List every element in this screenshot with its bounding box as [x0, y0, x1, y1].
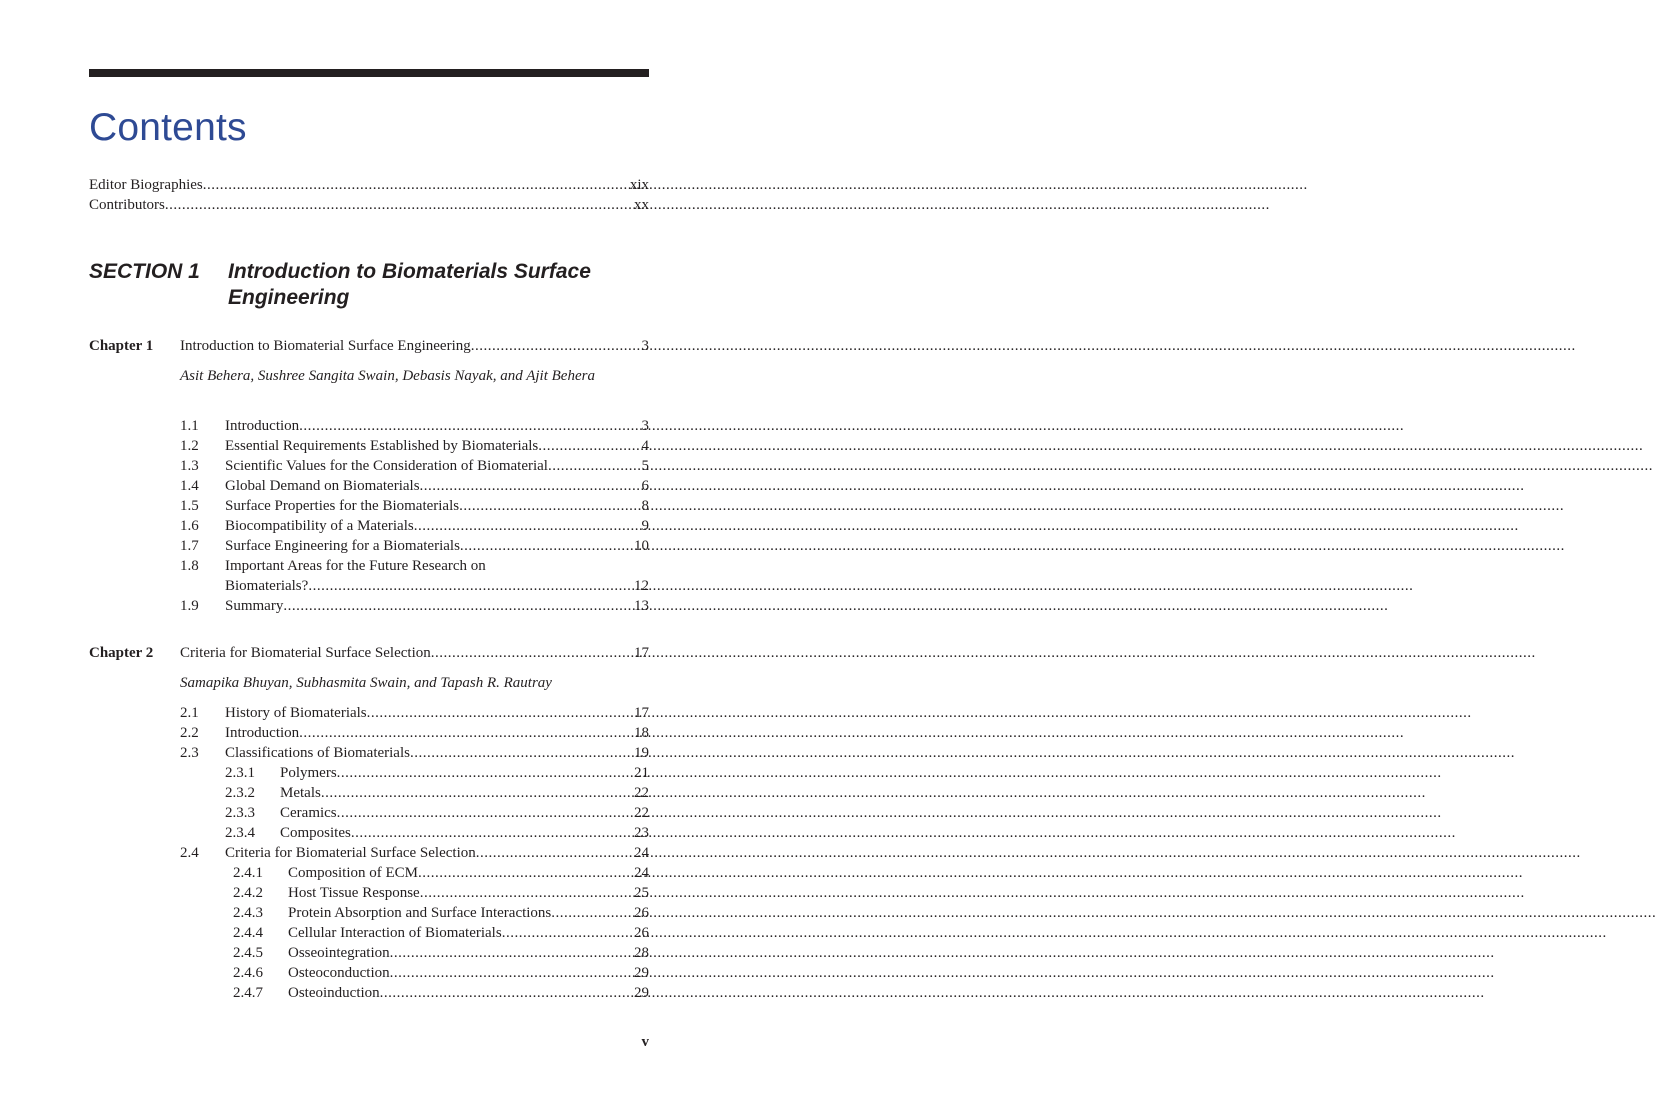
entry-number: 2.3: [180, 745, 199, 761]
toc-entry[interactable]: [180, 923, 649, 943]
entry-page: 26: [634, 925, 649, 941]
entry-title: Summary: [225, 598, 284, 614]
toc-entry[interactable]: [180, 703, 649, 723]
entry-page: 17: [634, 645, 649, 661]
dot-leader: [551, 903, 634, 923]
entry-title: Osseointegration: [288, 945, 390, 961]
entry-page: 24: [634, 865, 649, 881]
toc-entry-editor-biographies[interactable]: [89, 175, 649, 195]
toc-entry[interactable]: [180, 843, 649, 863]
chapter-label: Chapter 1: [89, 338, 154, 354]
entry-page: 12: [634, 578, 649, 594]
entry-title: Global Demand on Biomaterials: [225, 478, 420, 494]
entry-number: 2.4.7: [233, 985, 263, 1001]
entry-page: 6: [641, 478, 649, 494]
entry-page: 3: [641, 418, 649, 434]
toc-entry[interactable]: [180, 496, 649, 516]
chapter-1-entries: [180, 416, 649, 616]
dot-leader: [538, 436, 641, 456]
entry-title: Scientific Values for the Consideration of Biomaterial: [225, 458, 548, 474]
dot-leader: [203, 175, 630, 195]
entry-title: Osteoconduction: [288, 965, 390, 981]
dot-leader: [299, 416, 641, 436]
dot-leader: [390, 963, 634, 983]
dot-leader: [471, 336, 642, 356]
entry-number: 1.8: [180, 558, 199, 574]
entry-page: 22: [634, 805, 649, 821]
entry-title: Osteoinduction: [288, 985, 380, 1001]
dot-leader: [337, 803, 634, 823]
entry-title: Introduction to Biomaterial Surface Engineering: [180, 338, 471, 354]
entry-number: 2.4.6: [233, 965, 263, 981]
entry-page: 29: [634, 965, 649, 981]
chapter-authors: Samapika Bhuyan, Subhasmita Swain, and Tapash R. Rautray: [180, 675, 552, 691]
dot-leader: [380, 983, 634, 1003]
entry-number: 2.3.4: [225, 825, 255, 841]
entry-title: Contributors: [89, 197, 165, 213]
top-rule: [89, 69, 649, 77]
toc-entry[interactable]: [180, 783, 649, 803]
entry-number: 2.4.4: [233, 925, 263, 941]
toc-entry[interactable]: [180, 763, 649, 783]
entry-title: History of Biomaterials: [225, 705, 367, 721]
entry-number: 1.2: [180, 438, 199, 454]
dot-leader: [165, 195, 634, 215]
entry-page: 3: [641, 338, 649, 354]
dot-leader: [299, 723, 634, 743]
toc-entry[interactable]: [180, 863, 649, 883]
entry-title: Host Tissue Response: [288, 885, 420, 901]
toc-entry[interactable]: [180, 943, 649, 963]
entry-title-line1: Important Areas for the Future Research on: [225, 558, 486, 574]
entry-title: Metals: [280, 785, 321, 801]
entry-number: 1.6: [180, 518, 199, 534]
entry-title: Essential Requirements Established by Biomaterials: [225, 438, 539, 454]
toc-entry[interactable]: [180, 823, 649, 843]
front-matter-list: [89, 175, 649, 215]
toc-entry[interactable]: [180, 436, 649, 456]
entry-page: 17: [634, 705, 649, 721]
toc-entry[interactable]: [180, 556, 649, 596]
section-title: Introduction to Biomaterials Surface Engineering: [228, 260, 591, 309]
entry-title: Introduction: [225, 725, 300, 741]
dot-leader: [410, 743, 634, 763]
entry-number: 2.4: [180, 845, 199, 861]
dot-leader: [476, 843, 634, 863]
entry-title: Ceramics: [280, 805, 337, 821]
entry-page: xx: [634, 197, 649, 213]
entry-title: Surface Properties for the Biomaterials: [225, 498, 460, 514]
dot-leader: [459, 496, 641, 516]
toc-entry[interactable]: [180, 983, 649, 1003]
entry-title: Criteria for Biomaterial Surface Selection: [180, 645, 431, 661]
entry-page: 28: [634, 945, 649, 961]
entry-title: Surface Engineering for a Biomaterials: [225, 538, 460, 554]
entry-number: 2.4.2: [233, 885, 263, 901]
dot-leader: [420, 883, 634, 903]
entry-page: 26: [634, 905, 649, 921]
entry-number: 2.1: [180, 705, 199, 721]
entry-title: Protein Absorption and Surface Interactions: [288, 905, 552, 921]
toc-entry-chapter-1[interactable]: [180, 336, 649, 356]
entry-page: 18: [634, 725, 649, 741]
dot-leader: [283, 596, 634, 616]
entry-page: 25: [634, 885, 649, 901]
entry-page: 29: [634, 985, 649, 1001]
dot-leader: [418, 863, 634, 883]
toc-entry[interactable]: [180, 476, 649, 496]
toc-entry[interactable]: [180, 596, 649, 616]
toc-entry-chapter-2[interactable]: [180, 643, 649, 663]
entry-title: Criteria for Biomaterial Surface Selection: [225, 845, 476, 861]
entry-page: 10: [634, 538, 649, 554]
entry-number: 2.3.2: [225, 785, 255, 801]
toc-entry[interactable]: [180, 803, 649, 823]
toc-entry[interactable]: [180, 456, 649, 476]
entry-page: 4: [641, 438, 649, 454]
entry-page: 13: [634, 598, 649, 614]
toc-entry[interactable]: [180, 883, 649, 903]
dot-leader: [548, 456, 642, 476]
chapter-label: Chapter 2: [89, 645, 154, 661]
toc-entry[interactable]: [180, 743, 649, 763]
entry-title: Cellular Interaction of Biomaterials: [288, 925, 502, 941]
entry-title-line2: Biomaterials?: [225, 578, 309, 594]
entry-page: 19: [634, 745, 649, 761]
chapter-2-entries: [180, 703, 649, 1003]
entry-number: 1.9: [180, 598, 199, 614]
entry-page: xix: [629, 177, 649, 193]
section-number: SECTION 1: [89, 260, 200, 283]
dot-leader: [321, 783, 634, 803]
toc-entry[interactable]: [180, 723, 649, 743]
entry-page: 24: [634, 845, 649, 861]
dot-leader: [414, 516, 642, 536]
dot-leader: [460, 536, 634, 556]
entry-number: 2.4.5: [233, 945, 263, 961]
dot-leader: [308, 576, 634, 596]
dot-leader: [420, 476, 642, 496]
entry-page: 21: [634, 765, 649, 781]
entry-title: Biocompatibility of a Materials: [225, 518, 414, 534]
entry-number: 1.1: [180, 418, 199, 434]
dot-leader: [337, 763, 634, 783]
dot-leader: [390, 943, 634, 963]
dot-leader: [367, 703, 634, 723]
entry-number: 2.4.3: [233, 905, 263, 921]
dot-leader: [431, 643, 634, 663]
entry-title: Composites: [280, 825, 351, 841]
entry-page: 22: [634, 785, 649, 801]
entry-number: 1.3: [180, 458, 199, 474]
toc-entry[interactable]: [180, 416, 649, 436]
entry-number: 1.4: [180, 478, 199, 494]
dot-leader: [351, 823, 634, 843]
entry-number: 2.3.1: [225, 765, 255, 781]
toc-entry[interactable]: [180, 963, 649, 983]
entry-number: 2.2: [180, 725, 199, 741]
entry-page: 9: [641, 518, 649, 534]
entry-number: 2.3.3: [225, 805, 255, 821]
toc-entry[interactable]: [180, 536, 649, 556]
entry-number: 1.5: [180, 498, 199, 514]
page-number: v: [641, 1034, 649, 1050]
entry-title: Classifications of Biomaterials: [225, 745, 410, 761]
entry-title: Composition of ECM: [288, 865, 419, 881]
entry-page: 5: [641, 458, 649, 474]
entry-number: 1.7: [180, 538, 199, 554]
entry-page: 23: [634, 825, 649, 841]
chapter-authors: Asit Behera, Sushree Sangita Swain, Debasis Nayak, and Ajit Behera: [180, 368, 595, 384]
entry-title: Polymers: [280, 765, 337, 781]
dot-leader: [502, 923, 634, 943]
page-title: Contents: [89, 106, 247, 149]
entry-page: 8: [641, 498, 649, 514]
toc-entry[interactable]: [180, 903, 649, 923]
toc-entry-contributors[interactable]: [89, 195, 649, 215]
toc-entry[interactable]: [180, 516, 649, 536]
entry-title: Editor Biographies: [89, 177, 203, 193]
entry-title: Introduction: [225, 418, 300, 434]
entry-number: 2.4.1: [233, 865, 263, 881]
